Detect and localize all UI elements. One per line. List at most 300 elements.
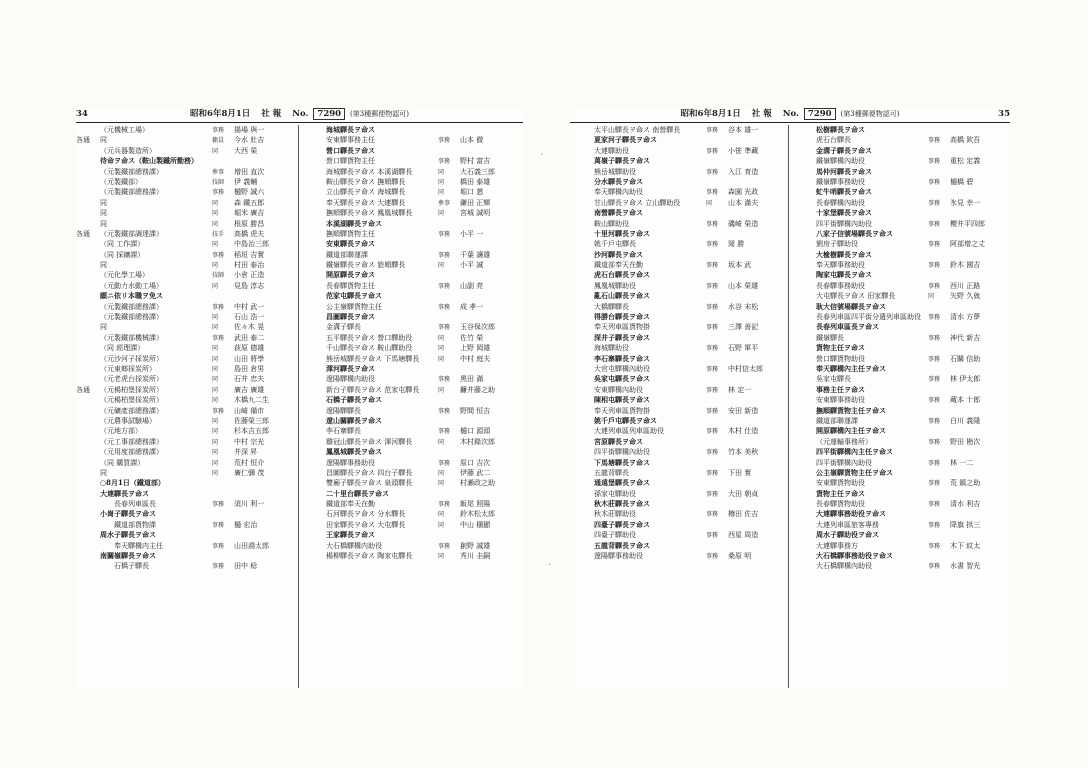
ledger-row [302, 239, 523, 249]
post-text: 鐵道部貨物課 [100, 520, 156, 529]
post-text: 撫順驛貨物主任 [326, 229, 375, 238]
ledger-row [570, 489, 786, 499]
post-text: 吳家屯驛長 [816, 375, 851, 384]
ledger-row [570, 354, 786, 364]
person-name: 荒 鎮之助 [950, 479, 981, 488]
post-text: 鐵嶺驛長ヲ命ス 旅順驛長 [326, 261, 406, 270]
ledger-row [76, 374, 296, 384]
post-text: 營口驛貨物助役 [816, 354, 865, 363]
issue-number: 7290 [313, 108, 345, 120]
post-text: 鳳凰城驛助役 [594, 281, 636, 290]
ledger-row [76, 229, 296, 239]
ledger-row [792, 146, 1010, 156]
ledger-row [76, 447, 296, 457]
header-date: 昭和6年8月1日 [680, 109, 741, 119]
person-name: 廣吉 廣雄 [234, 385, 265, 394]
post-text: 虻牛哨驛長ヲ命ス [816, 187, 872, 197]
person-name: 堀米 廣吉 [234, 209, 265, 218]
person-name: 谷本 雄一 [728, 126, 759, 134]
ledger-row [792, 551, 1010, 561]
post-text: 周水子驛長ヲ命ス [100, 530, 156, 540]
person-name: 高橋 虎夫 [234, 229, 265, 238]
ledger-row [302, 177, 523, 187]
post-text: 遼陽驛事務助役 [326, 458, 375, 467]
ledger-row [570, 291, 786, 301]
post-text: 范家屯驛長ヲ命ス [326, 291, 382, 301]
rank-text: 事務 [928, 417, 941, 425]
post-text: 秋木莊驛助役 [594, 510, 636, 519]
rank-text: 事務 [212, 501, 225, 509]
ledger-row [570, 509, 786, 519]
rank-text: 事務 [928, 199, 941, 207]
rank-text: 同 [212, 314, 219, 322]
post-text: （元礦產部總務課） [100, 406, 163, 415]
rank-text: 事務 [706, 127, 719, 134]
post-text: 海城驛長ヲ命ス [326, 125, 375, 134]
post-text: （元製鐵部） [100, 177, 142, 186]
ledger-row [302, 208, 523, 218]
ledger-row [792, 312, 1010, 322]
ledger-row [792, 270, 1010, 280]
post-text: 田家驛長ヲ命ス 大屯驛長 [326, 520, 406, 529]
rank-text: 同 [212, 449, 219, 457]
ledger-row [792, 509, 1010, 519]
ledger-row [302, 219, 523, 229]
person-name: 岡 勝 [728, 240, 745, 249]
post-text: 吳家屯驛長ヲ命ス [594, 374, 650, 384]
group-label: 各通 [76, 136, 90, 145]
post-text: 待命ヲ命ス（鞍山製鐵所勤務） [100, 156, 198, 166]
post-text: 石橋子驛長ヲ命ス [326, 395, 382, 405]
ledger-row [302, 551, 523, 561]
post-text: 遼陽驛驛長 [326, 406, 361, 415]
post-text: （元老虎台採炭所） [100, 375, 163, 384]
rank-text: 同 [212, 241, 219, 249]
post-text: 同 [100, 219, 107, 228]
post-text: 營口驛長ヲ命ス [326, 145, 375, 155]
ledger-row [76, 343, 296, 353]
left-page-column-1 [76, 125, 296, 688]
post-text: 開原驛長ヲ命ス [326, 270, 375, 280]
post-text: （元化學工場） [100, 271, 149, 280]
post-text: （元兵器製造所） [100, 146, 156, 155]
post-text: 大連驛長ヲ命ス [100, 488, 149, 498]
ledger-row [570, 156, 786, 166]
person-name: 樋 宏治 [234, 520, 258, 529]
person-name: 須川 利一 [234, 500, 265, 509]
ledger-row [302, 406, 523, 416]
post-text: 大石橋驛事務助役ヲ命ス [816, 551, 893, 561]
person-name: 上野 岡雄 [460, 344, 491, 353]
post-text: 千山驛長ヲ命ス 鞍山驛助役 [326, 344, 413, 353]
ledger-row [792, 156, 1010, 166]
ledger-row [570, 135, 786, 145]
rank-text: 事務 [706, 553, 719, 561]
post-text: （同 經理課） [100, 344, 145, 353]
ledger-row [792, 208, 1010, 218]
person-name: 降旗 拱三 [950, 520, 981, 529]
person-name: 中島治三郎 [234, 240, 269, 249]
rank-text: 技師 [212, 272, 225, 280]
right-page [570, 108, 1010, 688]
post-text: 遼陽驛事務助役 [594, 552, 643, 561]
rank-text: 同 [438, 210, 445, 218]
rank-text: 事務 [438, 428, 451, 436]
person-name: 田中 稔 [234, 562, 258, 571]
post-text: 貨物主任ヲ命ス [816, 488, 865, 498]
post-text: 撫順驛長ヲ命ス 鳳凰城驛長 [326, 209, 413, 218]
ledger-row [792, 478, 1010, 488]
post-text: 奉天列車區貨物掛 [594, 406, 650, 415]
left-page-column-2 [302, 125, 523, 688]
post-text: 馬仲河驛長ヲ命ス [816, 166, 872, 176]
rank-text: 事務 [706, 428, 719, 436]
post-text: 貨物主任ヲ命ス [816, 343, 865, 353]
ledger-row [302, 530, 523, 540]
post-text: 鳳凰城驛長ヲ命ス [326, 447, 382, 457]
rank-text: 事務 [706, 345, 719, 353]
ledger-row [76, 561, 296, 571]
header-note: (第3種郵便物認可) [840, 110, 900, 118]
gutter-mark: · [540, 150, 544, 161]
post-text: 熊岳城驛長ヲ命ス 下馬塘驛長 [326, 354, 420, 363]
ledger-row [302, 312, 523, 322]
post-text: （元動力水動工場） [100, 281, 163, 290]
rank-text: 同 [212, 365, 219, 373]
rank-text: 同 [438, 168, 445, 176]
rank-text: 同 [438, 178, 445, 186]
post-text: （元沙河子採炭所） [100, 354, 163, 363]
person-name: 高橋 欽吾 [950, 136, 981, 145]
post-text: 安東驛長ヲ命ス [326, 239, 375, 249]
ledger-row [792, 541, 1010, 551]
ledger-row [76, 281, 296, 291]
rank-text: 事務 [928, 334, 941, 342]
ledger-row [302, 260, 523, 270]
issue-number: 7290 [804, 108, 836, 120]
ledger-row [76, 458, 296, 468]
post-text: 十家堡驛長ヲ命ス [816, 208, 872, 218]
person-name: 大西 榮 [234, 146, 258, 155]
ledger-row [76, 468, 296, 478]
post-text: 奉天驛構内主任 [100, 541, 163, 550]
person-name: 千葉 讓雄 [460, 250, 491, 259]
rank-text: 事務 [706, 469, 719, 477]
ledger-row [302, 509, 523, 519]
rank-text: 事務 [928, 314, 941, 322]
ledger-row [302, 135, 523, 145]
post-text: 四平街驛構內助役 [816, 219, 872, 228]
person-name: 小平 一 [460, 229, 484, 238]
rank-text: 同 [212, 345, 219, 353]
post-text: 安東驛事務助役 [816, 396, 865, 405]
person-name: 阿部增之丈 [950, 240, 985, 249]
person-name: 林 伊太郎 [950, 375, 981, 384]
rank-text: 事務 [438, 282, 451, 290]
post-text: 虎石台驛長 [816, 136, 851, 145]
post-text: （元製鐵部機械課） [100, 333, 163, 342]
rank-text: 參事 [212, 168, 225, 176]
person-name: 大田 朝貞 [728, 489, 759, 498]
person-name: 樋野 誠六 [234, 188, 265, 197]
post-text: 海城驛助役 [594, 344, 629, 353]
rank-text: 同 [928, 293, 935, 301]
post-text: 大連列車區旅客專務 [816, 520, 879, 529]
post-text: 新台子驛長ヲ命ス 范家屯驛長 [326, 385, 420, 394]
rank-text: 事務 [212, 303, 225, 311]
ledger-row [792, 343, 1010, 353]
post-text: 奉天驛構內助役 [594, 188, 643, 197]
person-name: 櫻井平四郎 [950, 219, 985, 228]
person-name: 林 定一 [728, 385, 752, 394]
ledger-row [76, 426, 296, 436]
rank-text: 同 [212, 397, 219, 405]
ledger-row [302, 478, 523, 488]
rank-text: 事務 [438, 251, 451, 259]
rank-text: 事務 [438, 230, 451, 238]
rank-text: 同 [438, 521, 445, 529]
ledger-row [302, 426, 523, 436]
post-text: （同 工作課） [100, 240, 145, 249]
person-name: 西星 周造 [728, 531, 759, 540]
ledger-row [792, 406, 1010, 416]
ledger-row [570, 468, 786, 478]
rank-text: 同 [212, 147, 219, 155]
ledger-row [792, 489, 1010, 499]
rank-text: 事務 [706, 303, 719, 311]
ledger-row [76, 156, 296, 166]
person-name: 清水 方夢 [950, 313, 981, 322]
ledger-row [792, 530, 1010, 540]
ledger-row [792, 426, 1010, 436]
ledger-row [792, 561, 1010, 571]
post-text: 撫順驛貨物主任ヲ命ス [816, 405, 886, 415]
ledger-row [76, 354, 296, 364]
ledger-row [302, 187, 523, 197]
ledger-row [792, 374, 1010, 384]
ledger-row [792, 187, 1010, 197]
post-text: 大官屯驛構內助役 [594, 364, 650, 373]
ledger-row [302, 229, 523, 239]
person-name: 小平 誠 [460, 261, 484, 270]
rank-text: 同 [212, 459, 219, 467]
post-text: 四平街驛構內助役 [594, 448, 650, 457]
ledger-row [792, 167, 1010, 177]
person-name: 木橋九二生 [234, 396, 269, 405]
ledger-row [792, 125, 1010, 135]
person-name: 石野 軍平 [728, 344, 759, 353]
header-note: (第3種郵便物認可) [350, 110, 409, 118]
rank-text: 事務 [438, 542, 451, 550]
rank-text: 同 [212, 210, 219, 218]
person-name: 樋橋 碧 [950, 177, 974, 186]
post-text: （元製鐵部總務課） [100, 167, 163, 176]
person-name: 水谷 末松 [728, 302, 759, 311]
ledger-row [570, 395, 786, 405]
rank-text: 事務 [212, 563, 225, 571]
rank-text: 同 [438, 438, 445, 446]
ledger-row [792, 229, 1010, 239]
post-text: 長春列車區四平街分遣列車區助役 [816, 313, 921, 322]
person-name: 佐藤榮三郎 [234, 416, 269, 425]
ledger-row [792, 281, 1010, 291]
ledger-row [76, 302, 296, 312]
post-text: 昌圖驛長ヲ命ス 四台子驛長 [326, 468, 413, 477]
post-text: 大石橋驛構內助役 [816, 562, 872, 571]
ledger-row [76, 333, 296, 343]
page-number: 35 [998, 109, 1010, 119]
post-text: 安東驛構內助役 [594, 385, 643, 394]
rank-text: 事務 [438, 324, 451, 332]
post-text: （元楊柏堡採炭所） [100, 396, 163, 405]
post-text: （元用度部總務課） [100, 448, 163, 457]
page-header [76, 108, 523, 121]
ledger-row [792, 250, 1010, 260]
post-text: （元楊柏堡採炭所） [100, 385, 163, 394]
post-text: 姚千戶屯驛長ヲ命ス [594, 415, 657, 425]
right-page-column-1 [570, 125, 786, 688]
header-paper: 社 報 [751, 109, 772, 119]
ledger-row [570, 302, 786, 312]
post-text: ○8月1日（鐵道部） [100, 478, 165, 488]
rank-text: 同 [438, 345, 445, 353]
person-name: 井深 昇 [234, 448, 258, 457]
post-text: 沙河驛長ヲ命ス [594, 249, 643, 259]
ledger-row [570, 447, 786, 457]
ledger-row [302, 333, 523, 343]
rank-text: 事務 [212, 127, 225, 134]
post-text: 金溝子驛長ヲ命ス [816, 145, 872, 155]
ledger-row [792, 260, 1010, 270]
ledger-row [302, 499, 523, 509]
person-name: 山副 亮 [460, 281, 484, 290]
person-name: 重松 定義 [950, 157, 981, 166]
rank-text: 事務 [928, 542, 941, 550]
person-name: 島田 倉男 [234, 364, 265, 373]
rank-text: 事務 [212, 189, 225, 197]
ledger-row [302, 520, 523, 530]
post-text: 立山驛長ヲ命ス 海城驛長 [326, 188, 406, 197]
ledger-row [570, 167, 786, 177]
person-name: 白川 義隆 [950, 416, 981, 425]
post-text: 雞冠山驛長ヲ命ス 渾河驛長 [326, 437, 413, 446]
rank-text: 事務 [438, 376, 451, 384]
post-text: 秋木莊驛長ヲ命ス [594, 499, 650, 509]
rank-text: 事務 [928, 376, 941, 384]
ledger-row [302, 302, 523, 312]
ledger-row [792, 468, 1010, 478]
ledger-row [76, 312, 296, 322]
rank-text: 事務 [928, 282, 941, 290]
ledger-row [302, 458, 523, 468]
ledger-row [792, 219, 1010, 229]
rank-text: 事務 [706, 168, 719, 176]
person-name: 成 孝一 [460, 302, 484, 311]
post-text: 鐵道部奉天在勤 [594, 261, 643, 270]
post-text: 奉天驛事務助役 [816, 261, 865, 270]
ledger-row [570, 437, 786, 447]
person-name: 石關 信助 [950, 354, 981, 363]
person-name: 森園 光政 [728, 188, 759, 197]
person-name: 安田 新造 [728, 406, 759, 415]
post-text: 周水子驛助役ヲ命ス [816, 530, 879, 540]
person-name: 蔵本 十郎 [950, 396, 981, 405]
rank-text: 事務 [706, 532, 719, 540]
ledger-row [570, 541, 786, 551]
person-name: 增田 直次 [234, 167, 265, 176]
post-text: 石河驛長ヲ命ス 分水驛長 [326, 510, 406, 519]
ledger-row [570, 499, 786, 509]
ledger-row [570, 520, 786, 530]
rank-text: 事務 [212, 251, 225, 259]
person-name: 武田 泰二 [234, 333, 265, 342]
ledger-row [302, 416, 523, 426]
person-name: 揚場 與一 [234, 126, 265, 134]
person-name: 水書 智光 [950, 562, 981, 571]
rank-text: 同 [706, 199, 713, 207]
post-text: 分水驛長ヲ命ス [594, 176, 643, 186]
post-text: 下馬塘驛長ヲ命ス [594, 457, 650, 467]
ledger-row [76, 416, 296, 426]
ledger-row [792, 177, 1010, 187]
rank-text: 事務 [928, 480, 941, 488]
rank-text: 事務 [212, 521, 225, 529]
rank-text: 事務 [706, 220, 719, 228]
person-name: 下田 實 [728, 468, 752, 477]
rank-text: 同 [438, 386, 445, 394]
ledger-row [76, 489, 296, 499]
person-name: 林 一二 [950, 458, 974, 467]
ledger-row [792, 291, 1010, 301]
ledger-row [76, 208, 296, 218]
post-text: 陶家屯驛長ヲ命ス [816, 270, 872, 280]
post-text: （元工事部總務課） [100, 437, 163, 446]
ledger-row [570, 219, 786, 229]
ledger-row [302, 447, 523, 457]
person-name: 石井 忠夫 [234, 375, 265, 384]
post-text: 四平街驛構內助役 [816, 458, 872, 467]
post-text: 南關嶺驛長ヲ命ス [100, 551, 156, 561]
person-name: 創野 誠雄 [460, 541, 491, 550]
person-name: 伊 義輔 [234, 177, 258, 186]
person-name: 山田鴻太郎 [234, 541, 269, 550]
rank-text: 事務 [928, 501, 941, 509]
ledger-row [302, 198, 523, 208]
rank-text: 同 [438, 469, 445, 477]
person-name: 氷見 幸一 [950, 198, 981, 207]
post-text: 公主嶺驛貨物主任ヲ命ス [816, 467, 893, 477]
post-text: 鐵嶺驛事務助役 [816, 177, 865, 186]
post-text: 十里河驛長ヲ命ス [594, 228, 650, 238]
ledger-row [76, 125, 296, 135]
post-text: 松樹驛長ヲ命ス [816, 125, 865, 134]
post-text: （同 採鑛課） [100, 250, 145, 259]
post-text: 同 [100, 136, 107, 145]
post-text: 鞍山驛長ヲ命ス 撫順驛長 [326, 177, 406, 186]
person-name: 三澤 善記 [728, 323, 759, 332]
page-number: 34 [76, 109, 88, 119]
rank-text: 事務 [706, 147, 719, 155]
header-date: 昭和6年8月1日 [190, 109, 251, 119]
ledger-row [792, 322, 1010, 332]
ledger-row [792, 239, 1010, 249]
ledger-row [76, 364, 296, 374]
post-text: 耿大信號場驛長ヲ命ス [816, 301, 886, 311]
rank-text: 事務 [706, 324, 719, 332]
rank-text: 同 [438, 189, 445, 197]
ledger-row [792, 135, 1010, 145]
post-text: 公主嶺驛貨物主任 [326, 302, 382, 311]
